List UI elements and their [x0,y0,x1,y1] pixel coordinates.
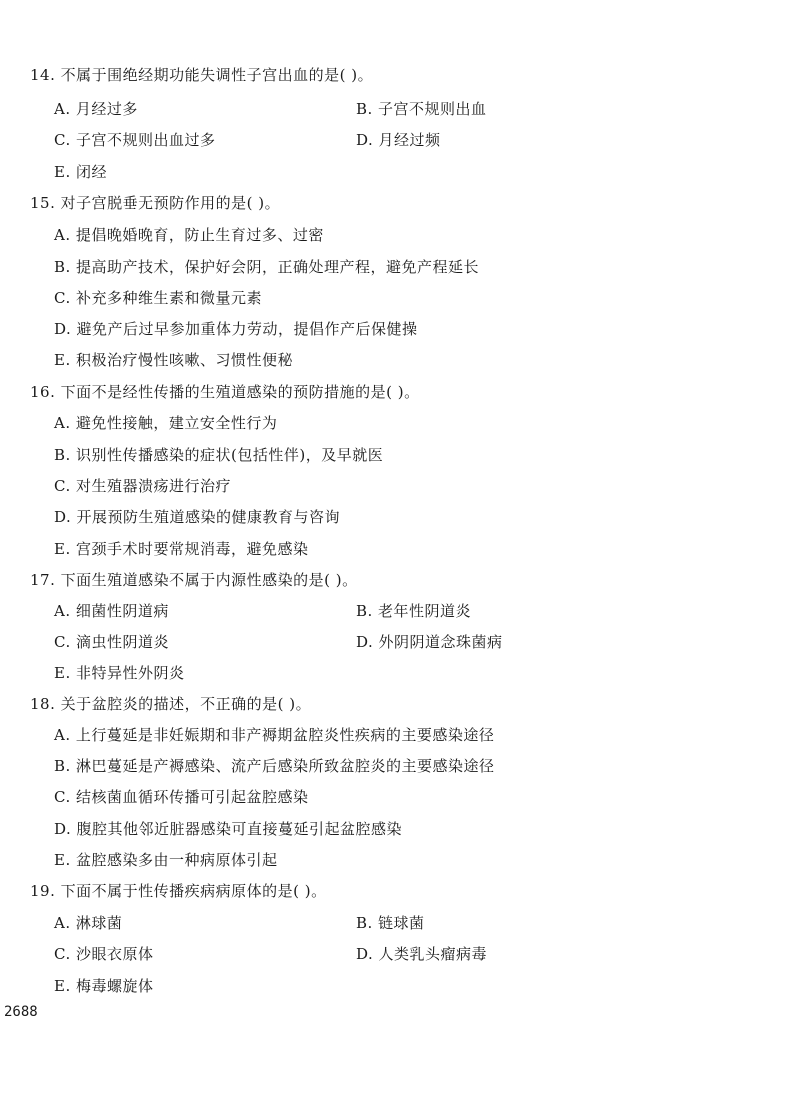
question-16-option-d: D. 开展预防生殖道感染的健康教育与咨询 [54,508,341,526]
question-19-option-a: A. 淋球菌 [54,914,123,932]
question-15-option-a: A. 提倡晚婚晚育，防止生育过多、过密 [54,226,324,244]
question-14-option-a: A. 月经过多 [54,100,138,118]
question-14-option-b: B. 子宫不规则出血 [356,100,487,118]
question-18-option-c: C. 结核菌血循环传播可引起盆腔感染 [54,788,309,806]
question-18-option-a: A. 上行蔓延是非妊娠期和非产褥期盆腔炎性疾病的主要感染途径 [54,726,495,744]
question-17-stem: 17. 下面生殖道感染不属于内源性感染的是( )。 [30,571,358,589]
question-18-stem: 18. 关于盆腔炎的描述，不正确的是( )。 [30,695,312,713]
question-16-option-e: E. 宫颈手术时要常规消毒，避免感染 [54,540,309,558]
question-17-option-e: E. 非特异性外阴炎 [54,664,185,682]
question-14-option-d: D. 月经过频 [356,131,441,149]
question-16-stem: 16. 下面不是经性传播的生殖道感染的预防措施的是( )。 [30,383,420,401]
question-15-option-c: C. 补充多种维生素和微量元素 [54,289,262,307]
question-19-stem: 19. 下面不属于性传播疾病病原体的是( )。 [30,882,327,900]
question-17-option-b: B. 老年性阴道炎 [356,602,472,620]
question-14-stem: 14. 不属于围绝经期功能失调性子宫出血的是( )。 [30,66,374,84]
question-18-option-d: D. 腹腔其他邻近脏器感染可直接蔓延引起盆腔感染 [54,820,403,838]
question-17-option-a: A. 细菌性阴道病 [54,602,169,620]
question-19-option-b: B. 链球菌 [356,914,425,932]
question-16-option-a: A. 避免性接触，建立安全性行为 [54,414,278,432]
question-15-stem: 15. 对子宫脱垂无预防作用的是( )。 [30,194,281,212]
question-18-option-b: B. 淋巴蔓延是产褥感染、流产后感染所致盆腔炎的主要感染途径 [54,757,495,775]
question-16-option-b: B. 识别性传播感染的症状(包括性伴)，及早就医 [54,446,384,464]
question-17-option-d: D. 外阴阴道念珠菌病 [356,633,503,651]
question-18-option-e: E. 盆腔感染多由一种病原体引起 [54,851,278,869]
question-17-option-c: C. 滴虫性阴道炎 [54,633,169,651]
page-number: 2688 [4,1004,38,1020]
question-15-option-e: E. 积极治疗慢性咳嗽、习惯性便秘 [54,351,293,369]
question-14-option-e: E. 闭经 [54,163,107,181]
question-19-option-c: C. 沙眼衣原体 [54,945,154,963]
question-16-option-c: C. 对生殖器溃疡进行治疗 [54,477,231,495]
question-19-option-e: E. 梅毒螺旋体 [54,977,154,995]
question-14-option-c: C. 子宫不规则出血过多 [54,131,216,149]
question-15-option-b: B. 提高助产技术，保护好会阴，正确处理产程，避免产程延长 [54,258,480,276]
question-19-option-d: D. 人类乳头瘤病毒 [356,945,488,963]
question-15-option-d: D. 避免产后过早参加重体力劳动，提倡作产后保健操 [54,320,418,338]
